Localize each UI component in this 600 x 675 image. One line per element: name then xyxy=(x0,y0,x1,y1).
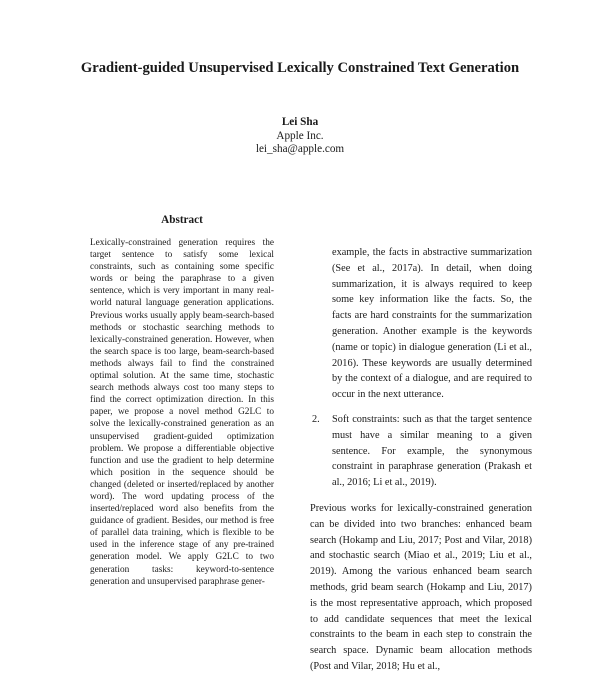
author-affiliation: Apple Inc. xyxy=(276,129,324,142)
author-name: Lei Sha xyxy=(281,116,319,128)
right-column xyxy=(310,245,532,675)
list-item-continuation: example, the facts in abstractive summarization (See et al., 2017a). In detail, when doing summarization, it is always required to keep some key information like the facts. So, the facts are hard constraints for the summarization generation. Another example is the keywords (name or topic) in dialogue generation (Li et al., 2016). These keywords are usually determined by the context of a dialogue, and are required to occur in the next utterance. xyxy=(332,247,532,401)
abstract-heading: Abstract xyxy=(161,214,203,226)
list-item-soft-constraints xyxy=(310,412,532,491)
body-paragraph: Previous works for lexically-constrained generation can be divided into two branches: enhanced beam search (Hokamp and Liu, 2017; Post and Vilar, 2018) and stochastic search (Miao et al., 2019; Liu et al., 2019). Among the various enhanced beam search methods, grid beam search (Hokamp and Liu, 2017) is the most representative approach, which proposed to add candidate sequences that meet the lexical constraints to the beam in each step to constrain the search space. Dynamic beam allocation methods (Post and Vilar, 2018; Hu et al., xyxy=(310,502,532,672)
author-email: lei_sha@apple.com xyxy=(255,143,345,156)
list-item-number: 2. xyxy=(312,413,320,425)
abstract-text: Lexically-constrained generation requires the target sentence to satisfy some lexical constraints, such as containing some specific words or being the paraphrase to a given sentence, which is very important in many real-world natural language generation applications. Previous works usually apply beam-search-based methods or stochastic searching methods to lexically-constrained generation. However, when the search space is too large, beam-search-based methods always fail to find the constrained optimal solution. At the same time, stochastic search methods always cost too many steps to find the correct optimization direction. In this paper, we propose a novel method G2LC to solve the lexically-constrained generation as an unsupervised gradient-guided optimization problem. We propose a differentiable objective function and use the gradient to help determine which position in the sequence should be changed (deleted or inserted/replaced by another word). The word updating process of the inserted/replaced word also benefits from the guidance of gradient. Besides, our method is free of parallel data training, which is flexible to be used in the inference stage of any pre-trained generation model. We apply G2LC to two generation tasks: keyword-to-sentence generation and unsupervised paraphrase gener- xyxy=(90,238,274,587)
paper-title: Gradient-guided Unsupervised Lexically Constrained Text Generation xyxy=(80,60,520,76)
author-block xyxy=(150,116,450,157)
list-item-text: Soft constraints: such as that the target sentence must have a similar meaning to a given sentence. For example, the synonymous constraint in paraphrase generation (Prakash et al., 2016; Li et al., 2019). xyxy=(332,413,532,489)
